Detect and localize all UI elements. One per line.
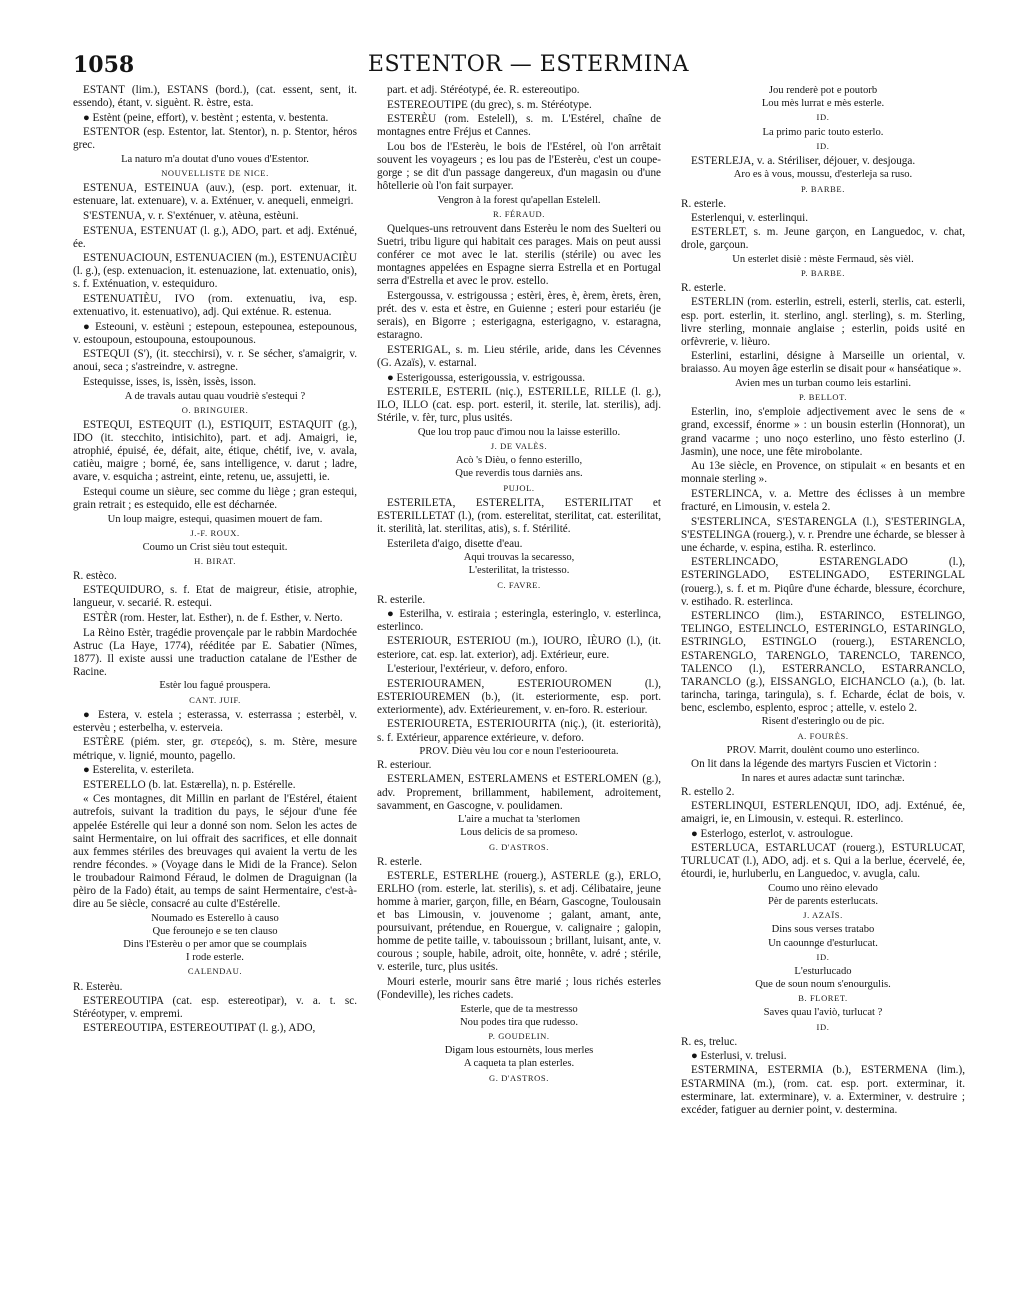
dictionary-entry: Au 13e siècle, en Provence, on stipulait « en besants et en monnaie sterling ». bbox=[681, 460, 965, 486]
quotation-line: I rode esterle. bbox=[186, 952, 244, 964]
quotation-attribution: P. GOUDELIN. bbox=[488, 1031, 550, 1042]
quotation-attribution: NOUVELLISTE DE NICE. bbox=[161, 168, 269, 179]
dictionary-entry: ● Estènt (peine, effort), v. bestènt ; estenta, v. bestenta. bbox=[83, 111, 329, 124]
page-number: 1058 bbox=[73, 52, 135, 78]
dictionary-entry: On lit dans la légende des martyrs Fuscien et Victorin : bbox=[691, 757, 937, 770]
quotation-line: Dins l'Esterèu o per amor que se coumplais bbox=[123, 939, 307, 951]
dictionary-entry: Mouri esterle, mourir sans être marié ; lous richés esterles (Fondeville), les riches cadets. bbox=[377, 976, 661, 1002]
dictionary-entry: ESTEQUI (S'), (it. stecchirsi), v. r. Se sécher, s'amaigrir, v. anoui, seca ; s'astreindre, v. astregne. bbox=[73, 348, 357, 374]
quotation-attribution: G. D'ASTROS. bbox=[489, 1072, 549, 1083]
quotation-line: L'esterilitat, la tristesso. bbox=[468, 565, 570, 577]
dictionary-entry: ESTERLINCA, v. a. Mettre des éclisses à un membre fracturé, en Limousin, v. estela 2. bbox=[681, 487, 965, 513]
quotation-line: Lous delicis de sa promeso. bbox=[460, 827, 578, 839]
dictionary-entry: ESTERIGAL, s. m. Lieu stérile, aride, dans les Cévennes (G. Azaïs), v. estarnal. bbox=[377, 343, 661, 369]
etymology-reference: R. esterle. bbox=[377, 855, 423, 868]
quotation-line: Estèr lou fagué prouspera. bbox=[159, 680, 271, 692]
dictionary-entry: ESTEQUIDURO, s. f. Etat de maigreur, étisie, atrophie, langueur, v. secarié. R. estequi. bbox=[73, 584, 357, 610]
dictionary-entry: ● Esterlusi, v. trelusi. bbox=[691, 1049, 787, 1062]
dictionary-entry: part. et adj. Stéréotypé, ée. R. estereoutipo. bbox=[387, 84, 580, 96]
column-middle bbox=[377, 84, 661, 1118]
dictionary-entry: ESTENUACIOUN, ESTENUACIEN (m.), ESTENUACIÈU (l. g.), (esp. extenuacion, it. estenuazione, lat. extenuatio, onis), s. f. Exténuation, v. estequiduro. bbox=[73, 252, 357, 291]
quotation-line: Dins sous verses tratabo bbox=[771, 924, 875, 936]
dictionary-entry: ESTERLET, s. m. Jeune garçon, en Languedoc, v. chat, drole, garçoun. bbox=[681, 226, 965, 252]
quotation-line: Acò 's Dièu, o fenno esterillo, bbox=[455, 455, 583, 467]
quotation-line: Coumo un Crist sièu tout estequit. bbox=[142, 541, 288, 553]
dictionary-entry: ● Esterilha, v. estiraia ; esteringla, esteringlo, v. esterlinca, esterlinco. bbox=[377, 607, 661, 633]
dictionary-entry: ESTERLINCADO, ESTARENGLADO (l.), ESTERINGLADO, ESTELINGADO, ESTERINGLAL (rouerg.), s. f. et m. Piqûre d'une écharde, blessure, écorchure, v. estihado. R. esterlinca. bbox=[681, 556, 965, 608]
etymology-reference: R. estèco. bbox=[73, 570, 117, 583]
quotation-line: Que de soun noum s'enourgulis. bbox=[755, 979, 891, 991]
dictionary-entry: ESTERLEJA, v. a. Stériliser, déjouer, v. desjouga. bbox=[691, 154, 916, 167]
quotation-line: Vengron à la forest qu'apellan Estelell. bbox=[437, 194, 601, 206]
dictionary-entry: ESTERELLO (b. lat. Estærella), n. p. Estérelle. bbox=[83, 778, 296, 791]
dictionary-entry: Lou bos de l'Esterèu, le bois de l'Estérel, où l'on arrêtait souvent les voyageurs ; es lou pas de l'Esterèu, c'est un coupe-gorge ; se dit d'un passage dangereux, d'un magasin ou d'une hôtellerie où l'on fait surpayer. bbox=[377, 140, 661, 193]
dictionary-entry: La Rèino Estèr, tragédie provençale par le rabbin Mardochée Astruc (La Haye, 1774), rééditée par E. Sabatier (Nîmes, 1877). Il existe aussi une traduction catalane de l'Esther de Racine. bbox=[73, 626, 357, 678]
dictionary-entry: Esterileta d'aigo, disette d'eau. bbox=[387, 537, 523, 550]
dictionary-entry: ESTERILE, ESTERIL (niç.), ESTERILLE, RILLE (l. g.), ILO, ILLO (cat. esp. port. esteril, it. sterile, lat. sterilis), adj. Stérile, v. fèr, turc, plus usités. bbox=[377, 386, 661, 425]
dictionary-entry: ESTENUATIÈU, IVO (rom. extenuatiu, iva, esp. extenuativo, it. estenuativo), adj. Qui exténue. R. estenua. bbox=[73, 293, 357, 319]
quotation-attribution: R. FÉRAUD. bbox=[492, 208, 546, 219]
quotation-attribution: P. BELLOT. bbox=[798, 392, 848, 403]
quotation-attribution: CANT. JUIF. bbox=[189, 694, 241, 705]
dictionary-entry: ESTEREOUTIPA (cat. esp. estereotipar), v. a. t. sc. Stéréotyper, v. empremi. bbox=[73, 994, 357, 1020]
quotation-line: Lou mès lurrat e mès esterle. bbox=[761, 98, 885, 110]
quotation-line: A caqueta ta plan esterles. bbox=[463, 1058, 575, 1070]
quotation-attribution: CALENDAU. bbox=[187, 966, 243, 977]
dictionary-entry: ● Esteouni, v. estèuni ; estepoun, estepounea, estepounous, v. estoupoun, estoupouna, estoupounous. bbox=[73, 320, 357, 346]
quotation-line: L'aire a muchat ta 'sterlomen bbox=[457, 814, 581, 826]
dictionary-entry: ESTENTOR (esp. Estentor, lat. Stentor), n. p. Stentor, héros grec. bbox=[73, 126, 357, 152]
text-columns bbox=[73, 84, 984, 1118]
quotation-line: In nares et aures adactæ sunt tarinchæ. bbox=[741, 772, 905, 784]
dictionary-entry: ESTERLAMEN, ESTERLAMENS et ESTERLOMEN (g.), adv. Proprement, brillamment, habilement, adroitement, savamment, en Gascogne, v. poulidamen. bbox=[377, 773, 661, 812]
dictionary-entry: ● Esterelita, v. esterileta. bbox=[83, 764, 195, 777]
dictionary-entry: Estequisse, isses, is, issèn, issès, isson. bbox=[83, 376, 257, 389]
quotation-attribution: P. BARBE. bbox=[801, 268, 845, 279]
etymology-reference: R. esteriour. bbox=[377, 759, 432, 772]
quotation-attribution: A. FOURÈS. bbox=[797, 730, 849, 741]
dictionary-entry: ESTERLE, ESTERLHE (rouerg.), ASTERLE (g.), ERLO, ERLHO (rom. esterle, lat. sterilis), s. et adj. Célibataire, jeune homme à marier, garçon, fille, en Béarn, Gascogne, Toulousain et bas Limousin, v. jouvenome ; galant, amant, ante, poursuivant, prétendue, en Rouergue, v. calignaire ; galopin, homme de petite taille, v. tabouissoun ; brillant, luisant, ante, v. courous ; souple, habile, adroit, oite, honnête, v. adré ; stérile, v. esterile, turc, plus usités. bbox=[377, 869, 661, 974]
quotation-line: La naturo m'a doutat d'uno voues d'Estentor. bbox=[121, 153, 309, 165]
quotation-line: Pèr de parents esterlucats. bbox=[767, 896, 878, 908]
etymology-reference: R. Esterèu. bbox=[73, 980, 123, 993]
quotation-attribution: J.-F. ROUX. bbox=[190, 527, 240, 538]
dictionary-entry: Esterlenqui, v. esterlinqui. bbox=[691, 211, 809, 224]
dictionary-entry: Esterlin, ino, s'emploie adjectivement avec le sens de « grand, excessif, énorme » : un bousin esterlin (Honnorat), un grand vacarme ; uno noço esterlino, uno fèsto esterlino (J. Jasmin), une noce, une fête mirobolante. bbox=[681, 406, 965, 458]
dictionary-entry: ESTEQUI, ESTEQUIT (l.), ESTIQUIT, ESTAQUIT (g.), IDO (it. stecchito, intisichito), part. et adj. Amaigri, ie, atrophié, épuisé, ée, défait, aite, étique, chétif, ive, v. avala, catièu, maigre ; borné, ée, sans intelligence, v. darut ; ladre, avare, v. esquicha ; astreint, einte, retenu, ue, assujetti, ie. bbox=[73, 418, 357, 484]
quotation-attribution: J. DE VALÈS. bbox=[490, 441, 548, 452]
dictionary-entry: ESTEREOUTIPA, ESTEREOUTIPAT (l. g.), ADO, bbox=[83, 1022, 316, 1035]
page-header bbox=[73, 44, 984, 84]
quotation-line: Risent d'esteringlo ou de pic. bbox=[761, 716, 885, 728]
dictionary-entry: S'ESTERLINCA, S'ESTARENGLA (l.), S'ESTERINGLA, S'ESTELINGA (rouerg.), v. r. Prendre une écharde, se blesser à une écharde, v. espina, estiha. R. esterlinco. bbox=[681, 515, 965, 554]
dictionary-entry: ESTÈR (rom. Hester, lat. Esther), n. de f. Esther, v. Nerto. bbox=[83, 612, 343, 624]
dictionary-entry: Esterlini, estarlini, désigne à Marseille un oriental, v. braiasso. Au moyen âge esterlin se disait pour « hanséatique ». bbox=[681, 350, 965, 376]
column-left bbox=[73, 84, 357, 1118]
dictionary-entry: L'esteriour, l'extérieur, v. deforo, enforo. bbox=[387, 663, 568, 676]
etymology-reference: R. estello 2. bbox=[681, 785, 735, 798]
quotation-line: Un loup maigre, estequi, quasimen mouert de fam. bbox=[107, 513, 323, 525]
dictionary-entry: Estequi coume un sièure, sec comme du liège ; gran estequi, grain retrait ; es estequido, elle est décharnée. bbox=[73, 485, 357, 512]
etymology-reference: R. es, treluc. bbox=[681, 1035, 738, 1048]
quotation-attribution: PUJOL. bbox=[503, 482, 535, 493]
quotation-line: Un esterlet disiè : mèste Fermaud, sès vièl. bbox=[732, 254, 914, 266]
quotation-line: Aro es à vous, moussu, d'esterleja sa ruso. bbox=[733, 169, 913, 181]
quotation-attribution: P. BARBE. bbox=[801, 183, 845, 194]
running-head: ESTENTOR — ESTERMINA bbox=[367, 52, 690, 77]
dictionary-entry: ESTENUA, ESTEINUA (auv.), (esp. port. extenuar, it. estenuare, lat. extenuare), v. a. Exténuer, v. anequeli, enmeigri. bbox=[73, 182, 357, 208]
dictionary-entry: ESTERLINQUI, ESTERLENQUI, IDO, adj. Exténué, ée, amaigri, ie, en Limousin, v. estequi. R. esterlinco. bbox=[681, 799, 965, 825]
dictionary-entry: ESTERLIN (rom. esterlin, estreli, esterli, sterlis, cat. esterli, esp. port. esterlin, it. sterlino, angl. sterling), s. m. Sterling, livre sterling, monnaie anglaise ; esterlin, poids usité en orfèvrerie, v. lièuro. bbox=[681, 296, 965, 348]
quotation-attribution: B. FLORET. bbox=[798, 993, 848, 1004]
dictionary-entry: ● Esterlogo, esterlot, v. astroulogue. bbox=[691, 827, 853, 840]
etymology-reference: R. esterle. bbox=[681, 282, 727, 295]
quotation-line: Que lou trop pauc d'imou nou la laisse esterillo. bbox=[417, 426, 621, 438]
quotation-attribution: ID. bbox=[816, 140, 830, 151]
dictionary-entry: ESTERLINCO (lim.), ESTARINCO, ESTELINGO, TELINGO, ESTELINCLO, ESTERINGLO, ESTARINGLO, ESTRINGLO, ESTINGLO (rouerg.), ESTARENCLO, ESTARENGLO, TARENGLO, TARENCLO, TARENCO, TALENCO (l.), ESTERRANCLO, ESTARRANCLO, TARANCLO (g.), EISSANGLO, EICHANCLO (a.), (b. lat. tarincha, taringa, taringula), s. f. Echarde, éclat de bois, v. benc, esclembo, esplento, esproc ; attelle, v. estelo 2. bbox=[681, 610, 965, 714]
quotation-attribution: J. AZAÏS. bbox=[803, 910, 843, 921]
quotation-line: L'esturlucado bbox=[794, 965, 852, 977]
dictionary-entry: ESTENUA, ESTENUAT (l. g.), ADO, part. et adj. Exténué, ée. bbox=[73, 224, 357, 250]
dictionary-entry: ● Esterigoussa, esterigoussia, v. estrigoussa. bbox=[387, 371, 586, 384]
quotation-line: Jou renderè pot e poutorb bbox=[768, 85, 878, 96]
dictionary-entry: Quelques-uns retrouvent dans Esterèu le nom des Suelteri ou Suetri, tribu ligure qui habitait ces parages. Mais on peut aussi conférer ce mot avec le lat. sterilis (stérile) ou avec les montagnes appelées en Espagne sierra Estrella et en Portugal serra d'Estrella et avec le prov. estello. bbox=[377, 223, 661, 288]
quotation-line: A de travals autau quau voudriè s'estequi ? bbox=[124, 390, 306, 402]
quotation-attribution: H. BIRAT. bbox=[194, 556, 236, 567]
quotation-line: Noumado es Esterello à causo bbox=[151, 912, 279, 924]
quotation-line: Avien mes un turban coumo leis estarlini. bbox=[734, 378, 912, 390]
dictionary-entry: ● Estera, v. estela ; esterassa, v. esterrassa ; esterbèl, v. estervèu ; esterbelha, v. esterveia. bbox=[73, 708, 357, 734]
dictionary-entry: ESTEREOUTIPE (du grec), s. m. Stéréotype. bbox=[387, 98, 592, 111]
quotation-line: Que reverdis tous darniès ans. bbox=[455, 468, 583, 480]
dictionary-entry: ESTERIOUR, ESTERIOU (m.), IOURO, IÈURO (l.), (it. esteriore, cat. esp. lat. exterior), adj. Extérieur, eure. bbox=[377, 635, 661, 661]
quotation-line: Un caounnge d'esturlucat. bbox=[768, 937, 878, 949]
dictionary-entry: ESTERILETA, ESTERELITA, ESTERILITAT et ESTERILLETAT (l.), (rom. esterelitat, sterilitat, cat. esterilitat, it. sterilità, lat. sterilitas, atis), s. f. Stérilité. bbox=[377, 496, 661, 535]
etymology-reference: R. esterle. bbox=[681, 197, 727, 210]
quotation-line: Esterle, que de ta mestresso bbox=[460, 1003, 578, 1015]
quotation-line: PROV. Marrit, doulènt coumo uno esterlinco. bbox=[726, 744, 920, 756]
quotation-attribution: G. D'ASTROS. bbox=[489, 841, 549, 852]
dictionary-entry: ESTERIOURAMEN, ESTERIOUROMEN (l.), ESTERIOUREMEN (b.), (it. esteriormente, esp. port. exteriormente), adv. Extérieurement, v. en-foro. R. esteriour. bbox=[377, 677, 661, 716]
quotation-attribution: C. FAVRE. bbox=[497, 579, 541, 590]
quotation-line: La primo paric touto esterlo. bbox=[762, 126, 884, 138]
dictionary-entry: ESTANT (lim.), ESTANS (bord.), (cat. essent, sent, it. essendo), étant, v. siguènt. R. èstre, esta. bbox=[73, 84, 357, 110]
dictionary-entry: ESTERIOURETA, ESTERIOURITA (niç.), (it. esteriorità), s. f. Extérieur, apparence extérieure, v. deforo. bbox=[377, 718, 661, 744]
quotation-line: Aqui trouvas la secaresso, bbox=[463, 552, 575, 564]
quotation-attribution: ID. bbox=[816, 1021, 830, 1032]
dictionary-entry: « Ces montagnes, dit Millin en parlant de l'Estérel, étaient autrefois, suivant la tradition du pays, le séjour d'une fée appelée Estérelle qui leur a donné son nom. Selon les actes de saint Hermentaire, on lui offrait des sacrifices, et elle donnait aux femmes stériles des breuvages qui avaient la vertu de les rendre fécondes. » (Voyage dans le Midi de la France). Selon le troubadour Raimond Féraud, le dolmen de Draguignan (la pèiro de la Fado) était, au temps de saint Hermentaire, c'est-à-dire au 5e siècle, consacré au culte d'Estérelle. bbox=[73, 793, 357, 911]
dictionary-entry: ESTERÈU (rom. Estelell), s. m. L'Estérel, chaîne de montagnes entre Fréjus et Cannes. bbox=[377, 113, 661, 139]
dictionary-entry: S'ESTENUA, v. r. S'exténuer, v. atèuna, estèuni. bbox=[83, 209, 299, 222]
quotation-line: Coumo uno rèino elevado bbox=[768, 882, 878, 894]
quotation-line: Saves quau l'aviò, turlucat ? bbox=[763, 1007, 883, 1019]
quotation-line: Que ferounejo e se ten clauso bbox=[152, 925, 278, 937]
quotation-attribution: ID. bbox=[816, 112, 830, 123]
etymology-reference: R. esterile. bbox=[377, 593, 426, 606]
dictionary-entry: Estergoussa, v. estrigoussa ; estèri, ères, è, èrem, èrets, èren, prét. des v. esta et èstre, en Guienne ; esteri pour estariéu (je serais), en Bigorre ; esterigagna, esterigagno, v. estaragna, estaragno. bbox=[377, 290, 661, 342]
column-right bbox=[681, 84, 965, 1118]
dictionary-entry: ESTÈRE (piém. ster, gr. στερεός), s. m. Stère, mesure métrique, v. lignié, mounto, pagello. bbox=[73, 736, 357, 762]
quotation-attribution: ID. bbox=[816, 951, 830, 962]
dictionary-entry: ESTERLUCA, ESTARLUCAT (rouerg.), ESTURLUCAT, TURLUCAT (l.), ADO, adj. et s. Qui a la berlue, écervelé, ée, étourdi, ie, hurluberlu, en Languedoc, v. avugla, calu. bbox=[681, 842, 965, 881]
quotation-attribution: O. BRINGUIER. bbox=[181, 404, 249, 415]
quotation-line: Nou podes tira que rudesso. bbox=[460, 1016, 578, 1028]
quotation-line: Digam lous estournèts, lous merles bbox=[444, 1045, 594, 1057]
quotation-line: PROV. Dièu vèu lou cor e noun l'esteriooureta. bbox=[419, 746, 619, 758]
dictionary-entry: ESTERMINA, ESTERMIA (b.), ESTERMENA (lim.), ESTARMINA (m.), (rom. cat. esp. port. exterminar, it. esterminare, lat. exterminare), v. a. Exterminer, v. destruire ; excéder, fatiguer au dernier point, v. destermina. bbox=[681, 1064, 965, 1116]
